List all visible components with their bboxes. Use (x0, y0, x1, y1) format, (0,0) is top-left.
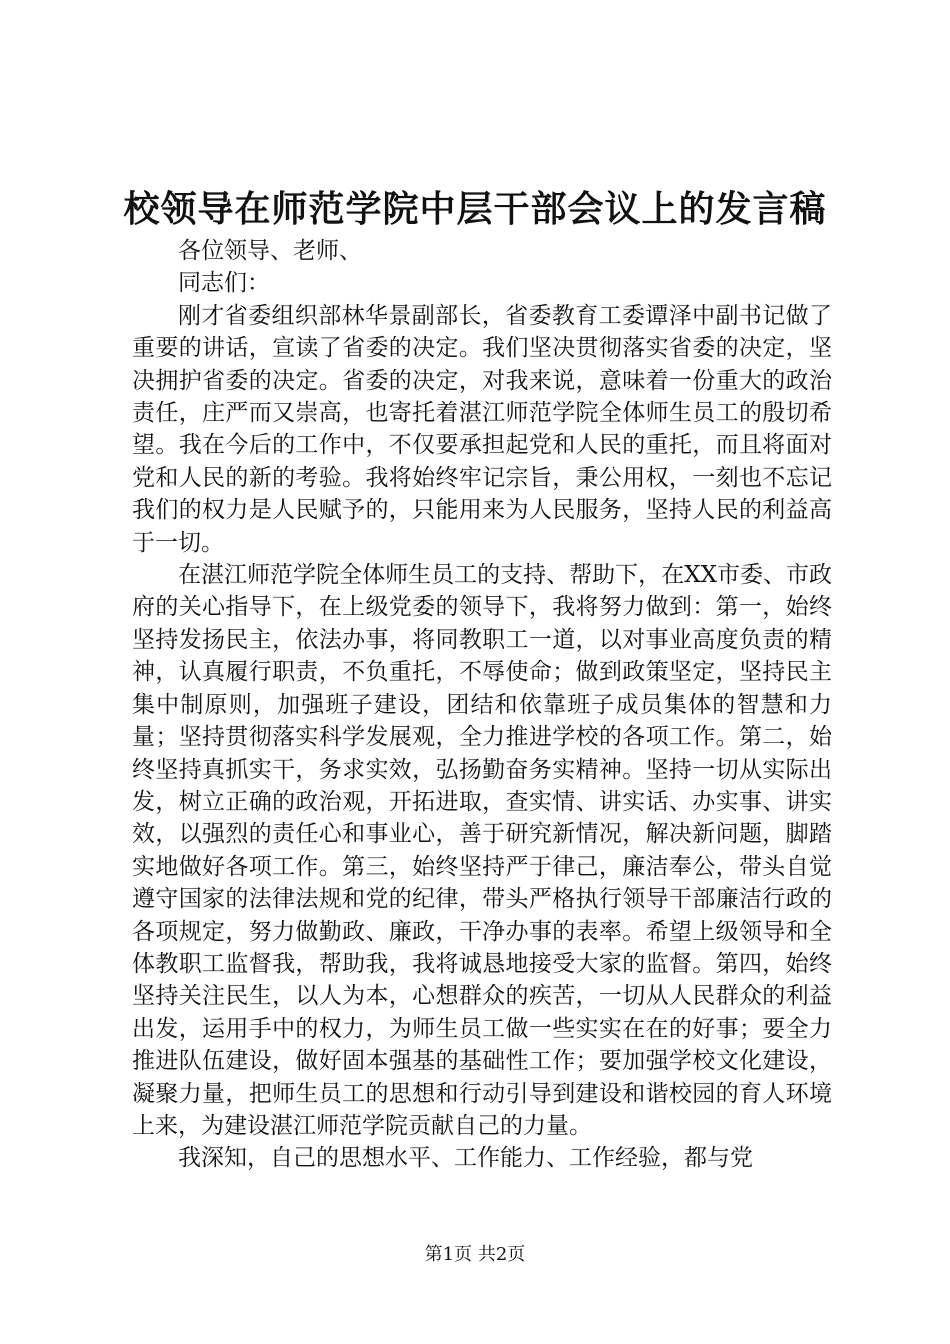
salutation-line-1: 各位领导、老师、 (178, 238, 362, 264)
document-title: 校领导在师范学院中层干部会议上的发言稿 (123, 188, 827, 230)
paragraph-2: 在湛江师范学院全体师生员工的支持、帮助下，在XX市委、市政府的关心指导下，在上级党委的领导下，我将努力做到：第一，始终坚持发扬民主，依法办事，将同教职工一道，以对事业高度负责的精神，认真履行职责，不负重托，不辱使命；做到政策坚定，坚持民主集中制原则，加强班子建设，团结和依靠班子成员集体的智慧和力量；坚持贯彻落实科学发展观，全力推进学校的各项工作。第二，始终坚持真抓实干，务求实效，弘扬勤奋务实精神。坚持一切从实际出发，树立正确的政治观，开拓进取，查实情、讲实话、办实事、讲实效，以强烈的责任心和事业心，善于研究新情况，解决新问题，脚踏实地做好各项工作。第三，始终坚持严于律己，廉洁奉公，带头自觉遵守国家的法律法规和党的纪律，带头严格执行领导干部廉洁行政的各项规定，努力做勤政、廉政，干净办事的表率。希望上级领导和全体教职工监督我，帮助我，我将诚恳地接受大家的监督。第四，始终坚持关注民生，以人为本，心想群众的疾苦，一切从人民群众的利益出发，运用手中的权力，为师生员工做一些实实在在的好事；要全力推进队伍建设，做好固本强基的基础性工作；要加强学校文化建设，凝聚力量，把师生员工的思想和行动引导到建设和谐校园的育人环境上来，为建设湛江师范学院贡献自己的力量。 (132, 562, 832, 1139)
salutation-line-2: 同志们： (178, 270, 270, 297)
page-footer: 第1页 共2页 (424, 1244, 526, 1265)
document-body (132, 235, 832, 1175)
paragraph-1: 刚才省委组织部林华景副部长，省委教育工委谭泽中副书记做了重要的讲话，宣读了省委的决定。我们坚决贯彻落实省委的决定，坚决拥护省委的决定。省委的决定，对我来说，意味着一份重大的政治责任，庄严而又崇高，也寄托着湛江师范学院全体师生员工的殷切希望。我在今后的工作中，不仅要承担起党和人民的重托，而且将面对党和人民的新的考验。我将始终牢记宗旨，秉公用权，一刻也不忘记我们的权力是人民赋予的，只能用来为人民服务，坚持人民的利益高于一切。 (132, 302, 832, 556)
paragraph-3: 我深知，自己的思想水平、工作能力、工作经验，都与党 (178, 1145, 753, 1172)
